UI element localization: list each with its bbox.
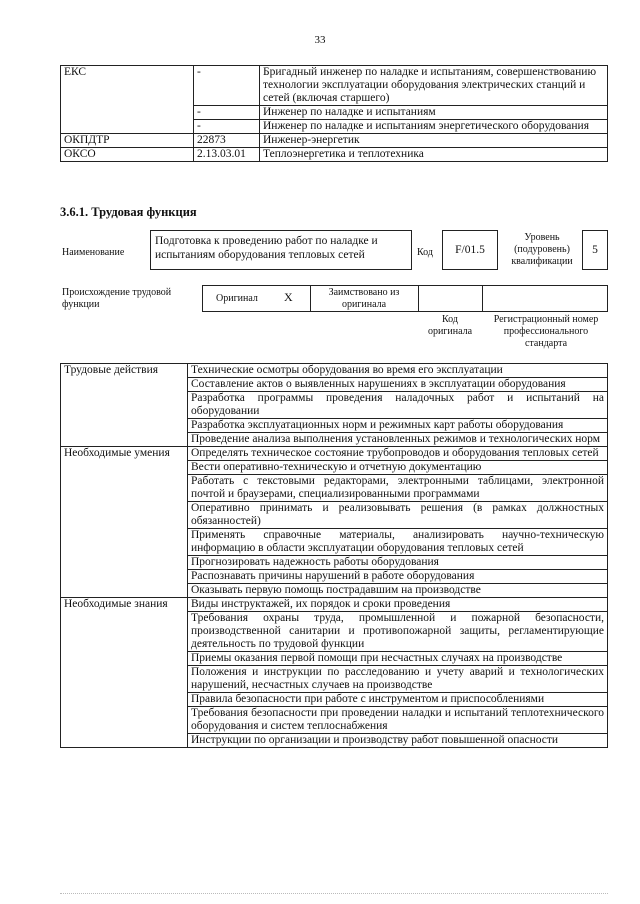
- page-bottom-edge: [60, 893, 608, 894]
- classifier-name: Инженер по наладке и испытаниям: [260, 106, 608, 120]
- classifier-label: ОКПДТР: [61, 134, 194, 148]
- table-row: [61, 447, 608, 461]
- page-number: 33: [314, 34, 326, 46]
- origin-divider: [482, 285, 483, 312]
- code-label: Код: [417, 247, 433, 258]
- list-item: Технические осмотры оборудования во время его эксплуатации: [188, 364, 608, 378]
- section-title: 3.6.1. Трудовая функция: [60, 205, 197, 219]
- list-item: Распознавать причины нарушений в работе оборудования: [188, 570, 608, 584]
- category-label: Необходимые умения: [61, 447, 188, 598]
- name-label: Наименование: [62, 247, 125, 258]
- origin-label: Происхождение трудовой функции: [62, 287, 172, 310]
- registration-number-caption: Регистрационный номер профессионального стандарта: [493, 314, 599, 349]
- list-item: Положения и инструкции по расследованию и учету аварий и технологических нарушений, несчастных случаев на производстве: [188, 666, 608, 693]
- classifier-code: -: [194, 106, 260, 120]
- list-item: Разработка эксплуатационных норм и режимных карт работы оборудования: [188, 419, 608, 433]
- table-row: [61, 598, 608, 612]
- list-item: Применять справочные материалы, анализировать научно-техническую информацию в области эксплуатации оборудования тепловых сетей: [188, 529, 608, 556]
- list-item: Проведение анализа выполнения установленных режимов и технологических норм: [188, 433, 608, 447]
- original-mark: X: [284, 290, 293, 304]
- function-code-value: F/01.5: [442, 230, 498, 270]
- category-label: Трудовые действия: [61, 364, 188, 447]
- list-item: Определять техническое состояние трубопроводов и оборудования тепловых сетей: [188, 447, 608, 461]
- list-item: Инструкции по организации и производству работ повышенной опасности: [188, 734, 608, 748]
- list-item: Оперативно принимать и реализовывать решения (в рамках должностных обязанностей): [188, 502, 608, 529]
- list-item: Работать с текстовыми редакторами, электронными таблицами, электронной почтой и браузерами, специализированными программами: [188, 475, 608, 502]
- code-original-caption: Код оригинала: [427, 314, 473, 337]
- classifier-name: Инженер-энергетик: [260, 134, 608, 148]
- list-item: Оказывать первую помощь пострадавшим на производстве: [188, 584, 608, 598]
- level-label: Уровень (подуровень) квалификации: [511, 232, 573, 267]
- classifier-code: 22873: [194, 134, 260, 148]
- classifier-code: -: [194, 66, 260, 106]
- original-label: Оригинал: [216, 293, 258, 304]
- origin-divider: [310, 285, 311, 312]
- list-item: Требования безопасности при проведении наладки и испытаний теплотехнического оборудования и систем теплоснабжения: [188, 707, 608, 734]
- function-details-table: [60, 363, 608, 748]
- list-item: Вести оперативно-техническую и отчетную документацию: [188, 461, 608, 475]
- classifier-name: Теплоэнергетика и теплотехника: [260, 148, 608, 162]
- list-item: Прогнозировать надежность работы оборудования: [188, 556, 608, 570]
- list-item: Требования охраны труда, промышленной и пожарной безопасности, производственной санитарии и противопожарной защиты, регламентирующие деятельность по трудовой функции: [188, 612, 608, 652]
- classifier-label: ЕКС: [61, 66, 194, 134]
- table-row: [61, 66, 608, 106]
- list-item: Приемы оказания первой помощи при несчастных случаях на производстве: [188, 652, 608, 666]
- classifier-code: 2.13.03.01: [194, 148, 260, 162]
- category-label: Необходимые знания: [61, 598, 188, 748]
- classifier-table: [60, 65, 608, 162]
- classifier-name: Бригадный инженер по наладке и испытаниям, совершенствованию технологии эксплуатации оборудования электрических станций и сетей (включая старшего): [260, 66, 608, 106]
- list-item: Разработка программы проведения наладочных работ и испытаний на оборудовании: [188, 392, 608, 419]
- origin-divider: [418, 285, 419, 312]
- classifier-label: ОКСО: [61, 148, 194, 162]
- table-row: [61, 364, 608, 378]
- level-value: 5: [582, 230, 608, 270]
- table-row: [61, 134, 608, 148]
- function-name-value: Подготовка к проведению работ по наладке и испытаниям оборудования тепловых сетей: [150, 230, 412, 270]
- table-row: [61, 148, 608, 162]
- classifier-code: -: [194, 120, 260, 134]
- borrowed-label: Заимствовано из оригинала: [328, 287, 400, 310]
- list-item: Правила безопасности при работе с инструментом и приспособлениями: [188, 693, 608, 707]
- list-item: Виды инструктажей, их порядок и сроки проведения: [188, 598, 608, 612]
- classifier-name: Инженер по наладке и испытаниям энергетического оборудования: [260, 120, 608, 134]
- list-item: Составление актов о выявленных нарушениях в эксплуатации оборудования: [188, 378, 608, 392]
